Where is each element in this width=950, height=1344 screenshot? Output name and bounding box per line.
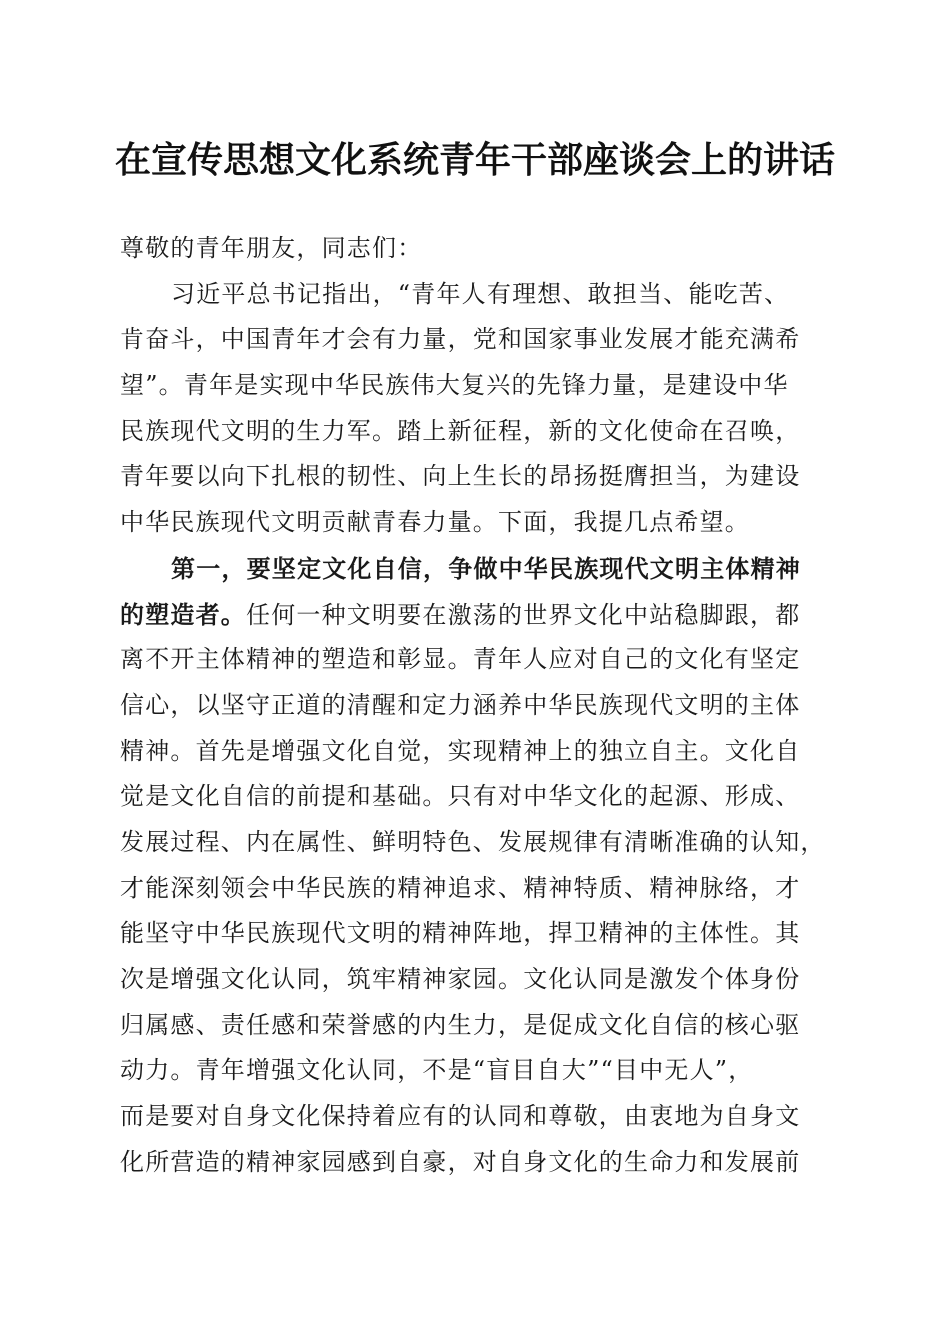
- section-heading-line: 第一，要坚定文化自信，争做中华民族现代文明主体精神: [171, 553, 801, 583]
- paragraph-line: 能坚守中华民族现代文明的精神阵地，捍卫精神的主体性。其: [120, 919, 801, 948]
- paragraph-line: 次是增强文化认同，筑牢精神家园。文化认同是激发个体身份: [120, 965, 801, 993]
- paragraph-line: 民族现代文明的生力军。踏上新征程，新的文化使命在召唤，: [120, 416, 801, 445]
- paragraph-line: 化所营造的精神家园感到自豪，对自身文化的生命力和发展前: [120, 1147, 801, 1176]
- paragraph-line: 而是要对自身文化保持着应有的认同和尊敬，由衷地为自身文: [120, 1102, 801, 1131]
- paragraph-line: 精神。首先是增强文化自觉，实现精神上的独立自主。文化自: [120, 736, 801, 765]
- paragraph-line: 觉是文化自信的前提和基础。只有对中华文化的起源、形成、: [120, 782, 801, 811]
- paragraph-line: 肯奋斗，中国青年才会有力量，党和国家事业发展才能充满希: [120, 325, 801, 354]
- paragraph-line: 信心，以坚守正道的清醒和定力涵养中华民族现代文明的主体: [120, 690, 801, 719]
- salutation: 尊敬的青年朋友，同志们：: [120, 234, 423, 262]
- paragraph-line: 中华民族现代文明贡献青春力量。下面，我提几点希望。: [120, 508, 750, 537]
- paragraph-line: 才能深刻领会中华民族的精神追求、精神特质、精神脉络，才: [120, 873, 801, 902]
- paragraph-text: 任何一种文明要在激荡的世界文化中站稳脚跟，都: [246, 600, 801, 629]
- paragraph-line: 习近平总书记指出，“青年人有理想、敢担当、能吃苦、: [171, 279, 790, 308]
- paragraph-line: [120, 592, 832, 638]
- paragraph-line: 归属感、责任感和荣誉感的内生力，是促成文化自信的核心驱: [120, 1010, 801, 1039]
- document-body: [120, 226, 832, 1185]
- paragraph-line: 动力。青年增强文化认同，不是“盲目自大”“目中无人”，: [120, 1056, 754, 1085]
- paragraph-line: 青年要以向下扎根的韧性、向上生长的昂扬挺膺担当，为建设: [120, 462, 801, 491]
- section-heading-tail: 的塑造者。: [120, 599, 246, 629]
- document-title: 在宣传思想文化系统青年干部座谈会上的讲话: [114, 139, 835, 181]
- paragraph-line: 发展过程、内在属性、鲜明特色、发展规律有清晰准确的认知，: [120, 827, 826, 856]
- paragraph-line: 望”。青年是实现中华民族伟大复兴的先锋力量，是建设中华: [120, 371, 789, 400]
- paragraph-line: 离不开主体精神的塑造和彰显。青年人应对自己的文化有坚定: [120, 645, 801, 674]
